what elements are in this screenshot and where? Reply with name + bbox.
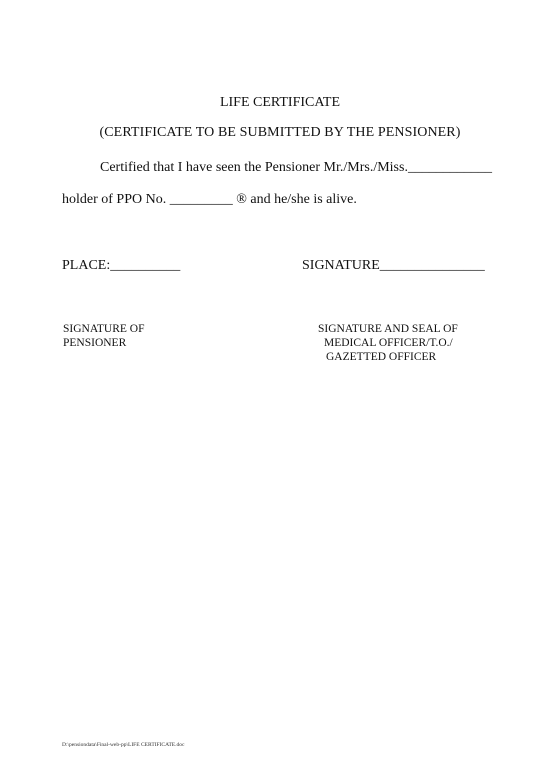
officer-signature-line3: GAZETTED OFFICER	[326, 351, 437, 363]
certified-statement: Certified that I have seen the Pensioner Mr./Mrs./Miss.____________	[100, 160, 492, 175]
officer-signature-line1: SIGNATURE AND SEAL OF	[318, 323, 458, 335]
pensioner-signature-line1: SIGNATURE OF	[63, 323, 145, 335]
place-field: PLACE:__________	[62, 258, 181, 273]
officer-signature-block	[318, 322, 458, 364]
footer-file-path: D:\pensiondata\Final-web-pp\LIFE CERTIFICATE.doc	[62, 742, 185, 748]
officer-signature-line2: MEDICAL OFFICER/T.O./	[324, 337, 453, 349]
ppo-statement: holder of PPO No. _________ ® and he/she is alive.	[62, 192, 357, 207]
pensioner-signature-block	[63, 322, 203, 350]
document-subtitle: (CERTIFICATE TO BE SUBMITTED BY THE PENSIONER)	[99, 125, 461, 140]
signature-field: SIGNATURE_______________	[302, 258, 485, 273]
document-title: LIFE CERTIFICATE	[219, 95, 341, 110]
pensioner-signature-line2: PENSIONER	[63, 337, 127, 349]
